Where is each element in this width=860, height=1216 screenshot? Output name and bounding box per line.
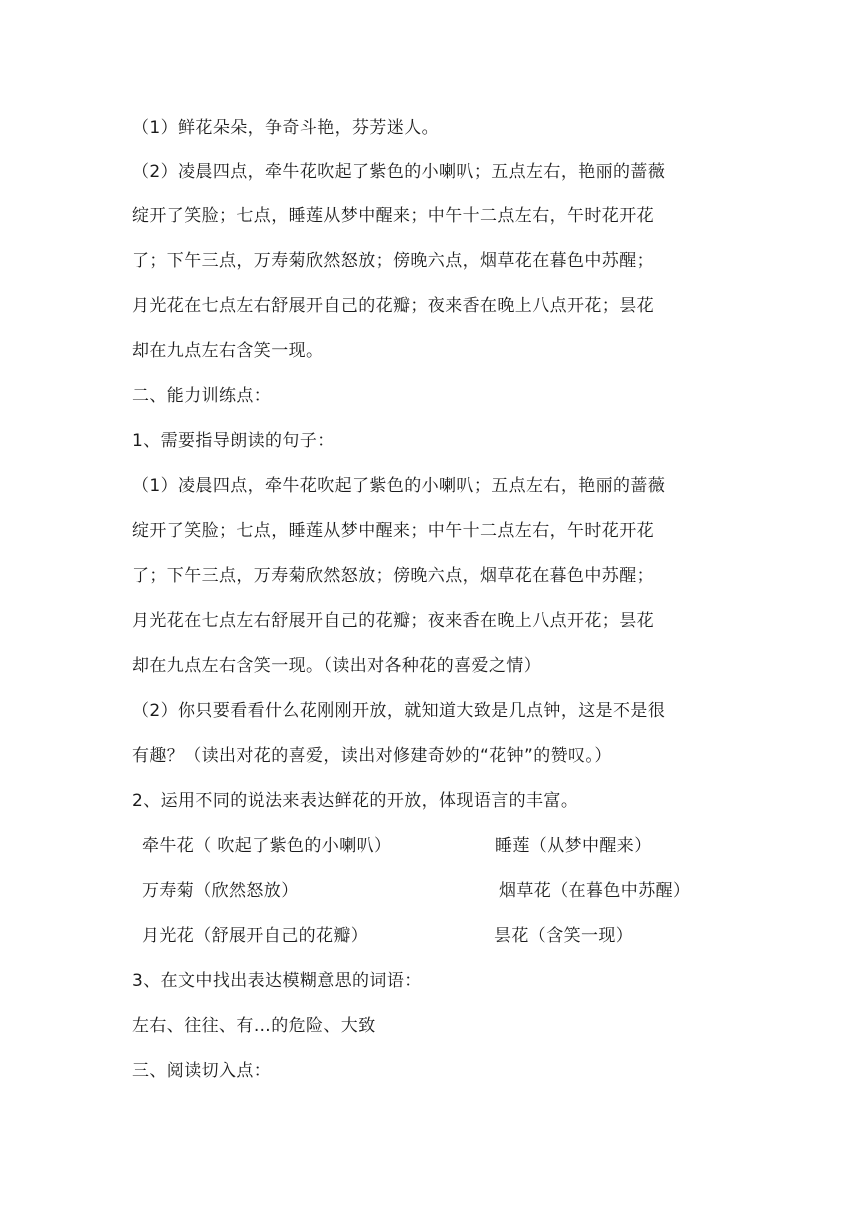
pair1-left: 牵牛花（ 吹起了紫色的小喇叭）: [142, 836, 392, 856]
point1-item2-line2: 有趣？（读出对花的喜爱，读出对修建奇妙的“花钟”的赞叹。）: [132, 746, 612, 766]
point1-item1-line1: （1）凌晨四点，牵牛花吹起了紫色的小喇叭；五点左右，艳丽的蔷薇: [132, 476, 666, 496]
section-heading-2: 二、能力训练点：: [132, 386, 272, 406]
point2-heading: 2、运用不同的说法来表达鲜花的开放，体现语言的丰富。: [132, 791, 579, 811]
part1-item2-line5: 却在九点左右含笑一现。: [132, 341, 324, 361]
section-heading-3: 三、阅读切入点：: [132, 1061, 272, 1081]
point1-item1-line2: 绽开了笑脸；七点，睡莲从梦中醒来；中午十二点左右，午时花开花: [132, 521, 654, 541]
point3-heading: 3、在文中找出表达模糊意思的词语：: [132, 971, 422, 991]
part1-item1: （1）鲜花朵朵，争奇斗艳，芬芳迷人。: [132, 118, 440, 138]
part1-item2-line3: 了；下午三点，万寿菊欣然怒放；傍晚六点，烟草花在暮色中苏醒；: [132, 251, 654, 271]
point1-item1-line5: 却在九点左右含笑一现。（读出对各种花的喜爱之情）: [132, 656, 542, 676]
part1-item2-line1: （2）凌晨四点，牵牛花吹起了紫色的小喇叭；五点左右，艳丽的蔷薇: [132, 162, 666, 182]
point1-item1-line3: 了；下午三点，万寿菊欣然怒放；傍晚六点，烟草花在暮色中苏醒；: [132, 566, 654, 586]
point1-heading: 1、需要指导朗读的句子：: [132, 431, 335, 451]
pair1-right: 睡莲（从梦中醒来）: [495, 836, 652, 856]
part1-item2-line4: 月光花在七点左右舒展开自己的花瓣；夜来香在晚上八点开花；昙花: [132, 296, 654, 316]
point1-item1-line4: 月光花在七点左右舒展开自己的花瓣；夜来香在晚上八点开花；昙花: [132, 611, 654, 631]
pair3-right: 昙花（含笑一现）: [494, 926, 634, 946]
pair2-right: 烟草花（在暮色中苏醒）: [499, 881, 691, 901]
point3-answer: 左右、往往、有…的危险、大致: [132, 1016, 376, 1036]
pair2-left: 万寿菊（欣然怒放）: [142, 881, 299, 901]
part1-item2-line2: 绽开了笑脸；七点，睡莲从梦中醒来；中午十二点左右，午时花开花: [132, 206, 654, 226]
pair3-left: 月光花（舒展开自己的花瓣）: [142, 926, 369, 946]
point1-item2-line1: （2）你只要看看什么花刚刚开放，就知道大致是几点钟，这是不是很: [132, 701, 666, 721]
